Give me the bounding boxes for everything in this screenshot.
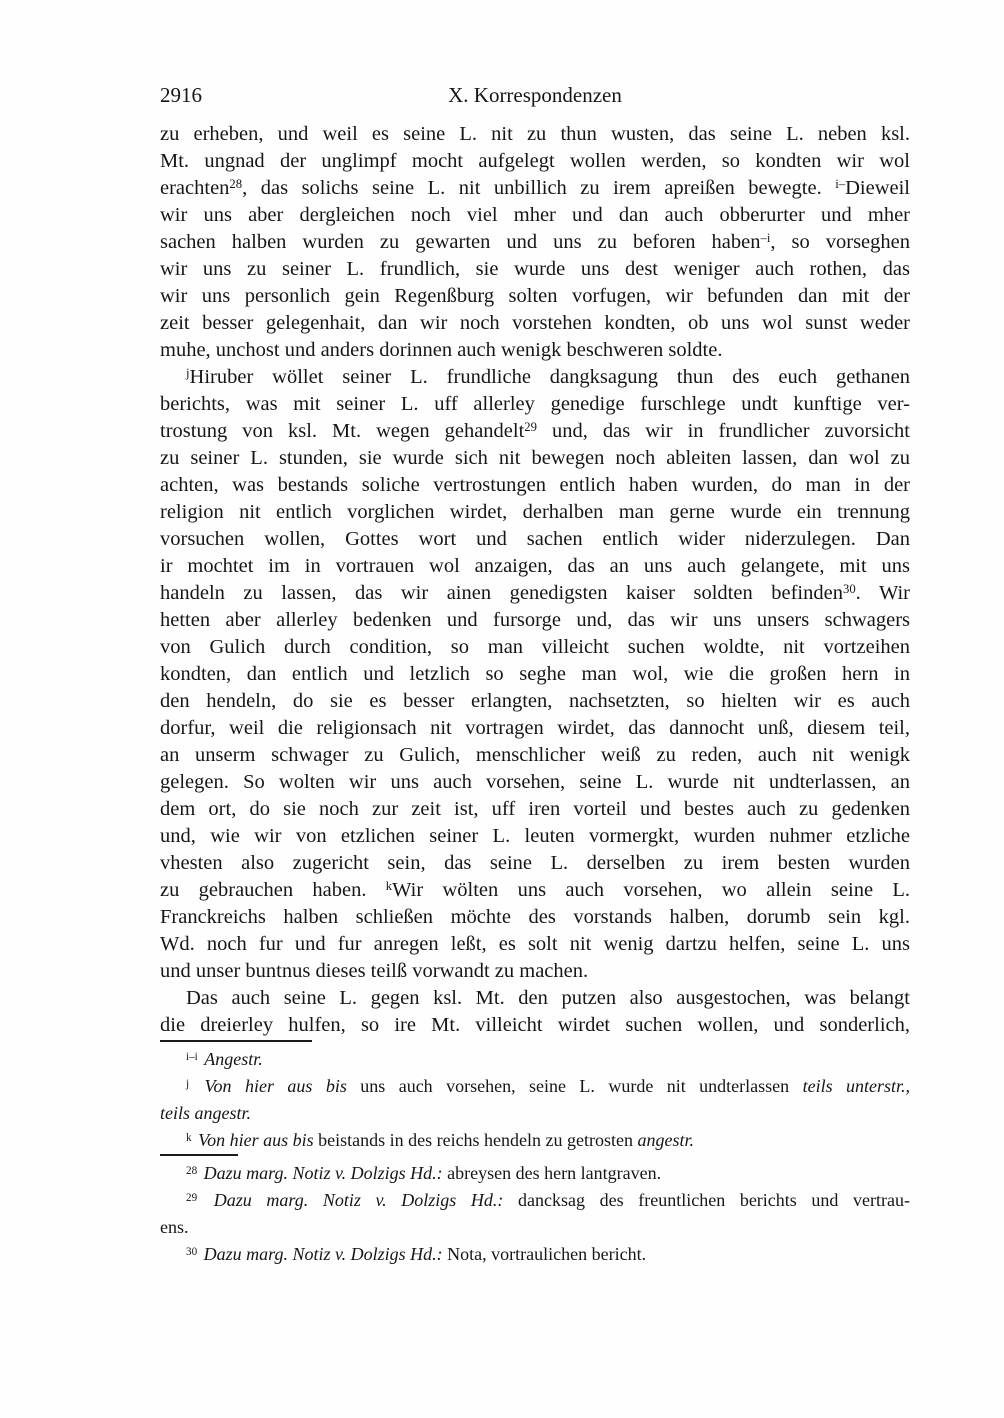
text-run: , so vorseghen <box>770 231 910 253</box>
text-line <box>160 553 910 580</box>
text-line <box>160 229 910 256</box>
text-run: dancksag des freuntlichen berichts und vertrau- <box>503 1190 910 1210</box>
text-run: erachten <box>160 177 230 199</box>
text-line <box>160 1214 910 1241</box>
text-line <box>160 688 910 715</box>
critical-apparatus-notes <box>160 1046 910 1154</box>
text-line <box>160 148 910 175</box>
footnote-separator-rule <box>160 1154 238 1156</box>
text-run: Dazu marg. Notiz v. Dolzigs Hd.: <box>203 1163 443 1183</box>
text-run: berichts, was mit seiner L. uff allerley genedige furschlege undt kunftige ver- <box>160 393 910 415</box>
footnote-marker: 29 <box>186 1191 198 1204</box>
footnote-marker: i–i <box>186 1050 198 1063</box>
page-header <box>160 82 910 109</box>
text-run: Franckreichs halben schließen möchte des vorstands halben, dorumb sein kgl. <box>160 906 910 928</box>
text-run: muhe, unchost und anders dorinnen auch wenigk beschweren soldte. <box>160 339 723 361</box>
text-run: Wir wölten uns auch vorsehen, wo allein seine L. <box>392 879 910 901</box>
text-line <box>160 850 910 877</box>
text-line <box>160 1160 910 1187</box>
text-line <box>160 580 910 607</box>
text-run: und, das wir in frundlicher zuvorsicht <box>537 420 911 442</box>
text-run: ens. <box>160 1217 189 1237</box>
text-line <box>160 472 910 499</box>
footnote-marker: k <box>385 879 393 894</box>
text-line <box>160 364 910 391</box>
text-run: Angestr. <box>204 1049 263 1069</box>
text-line <box>160 877 910 904</box>
text-line <box>160 823 910 850</box>
text-run: an unserm schwager zu Gulich, menschlicher weiß zu reden, auch nit wenigk <box>160 744 910 766</box>
text-line <box>160 1073 910 1100</box>
text-run: angestr. <box>637 1130 695 1150</box>
footnote-marker: 30 <box>186 1245 198 1258</box>
text-run: Wd. noch fur und fur anregen leßt, es solt nit wenig dartzu helfen, seine L. uns <box>160 933 910 955</box>
numbered-footnotes <box>160 1160 910 1268</box>
text-run: dem ort, do sie noch zur zeit ist, uff iren vorteil und bestes auch zu gedenken <box>160 798 910 820</box>
text-run: dorfur, weil die religionsach nit vortragen wirdet, das dannocht unß, diesem teil, <box>160 717 910 739</box>
text-run: achten, was bestands soliche vertrostungen entlich haben wurden, do man in der <box>160 474 910 496</box>
text-run: uns auch vorsehen, seine L. wurde nit undterlassen <box>346 1076 803 1096</box>
text-run: Nota, vortraulichen bericht. <box>442 1244 647 1264</box>
text-run: Von hier aus bis <box>204 1076 347 1096</box>
footnote-marker: j <box>186 1077 190 1090</box>
text-line <box>160 661 910 688</box>
text-line <box>160 418 910 445</box>
text-line <box>160 310 910 337</box>
text-run: kondten, dan entlich und letzlich so seghe man wol, wie die großen hern in <box>160 663 910 685</box>
text-run: von Gulich durch condition, so man villeicht suchen woldte, nit vortzeihen <box>160 636 910 658</box>
text-run: religion nit entlich vorglichen wirdet, derhalben man gerne wurde ein trennung <box>160 501 910 523</box>
page-number: 2916 <box>160 83 202 107</box>
text-run: ir mochtet im in vortrauen wol anzaigen, das an uns auch gelangete, mit uns <box>160 555 910 577</box>
text-line <box>160 1046 910 1073</box>
text-line <box>160 121 910 148</box>
text-run: teils angestr. <box>160 1103 252 1123</box>
text-run: gelegen. So wolten wir uns auch vorsehen, seine L. wurde nit undterlassen, an <box>160 771 910 793</box>
footnote-marker: 28 <box>186 1164 198 1177</box>
text-line <box>160 904 910 931</box>
footnote-marker: k <box>186 1131 192 1144</box>
text-line <box>160 445 910 472</box>
main-text <box>160 121 910 1039</box>
text-run: hetten aber allerley bedenken und fursorge und, das wir uns unsers schwagers <box>160 609 910 631</box>
text-line <box>160 1100 910 1127</box>
text-line <box>160 742 910 769</box>
text-run: Mt. ungnad der unglimpf mocht aufgelegt wollen werden, so kondten wir wol <box>160 150 910 172</box>
text-run: trostung von ksl. Mt. wegen gehandelt <box>160 420 525 442</box>
text-run: vhesten also zugericht sein, das seine L. derselben zu irem besten wurden <box>160 852 910 874</box>
footnote-marker: i– <box>835 177 846 192</box>
text-run: die dreierley hulfen, so ire Mt. villeicht wirdet suchen wollen, und sonderlich, <box>160 1014 910 1036</box>
text-run: wir uns zu seiner L. frundlich, sie wurde uns dest weniger auch rothen, das <box>160 258 910 280</box>
text-run: abreysen des hern lantgraven. <box>442 1163 662 1183</box>
text-run: zu seiner L. stunden, sie wurde sich nit bewegen noch ableiten lassen, dan wol zu <box>160 447 910 469</box>
text-line <box>160 175 910 202</box>
text-line <box>160 391 910 418</box>
text-line <box>160 1241 910 1268</box>
text-run: und, wie wir von etzlichen seiner L. leuten vormergkt, wurden nuhmer etzliche <box>160 825 910 847</box>
text-line <box>160 256 910 283</box>
text-line <box>160 202 910 229</box>
footnote-marker: 28 <box>229 177 243 192</box>
text-run <box>199 1190 214 1210</box>
running-title: X. Korrespondenzen <box>448 83 622 107</box>
paragraph <box>160 985 910 1039</box>
paragraph <box>160 364 910 985</box>
text-run: teils unterstr., <box>802 1076 911 1096</box>
text-run: zeit besser gelegenhait, dan wir noch vorstehen kondten, ob uns wol sunst weder <box>160 312 910 334</box>
text-run: , das solichs seine L. nit unbillich zu irem apreißen bewegte. <box>242 177 836 199</box>
footnote-marker: –i <box>760 231 771 246</box>
paragraph <box>160 1241 910 1268</box>
text-line <box>160 1127 910 1154</box>
text-run <box>191 1076 204 1096</box>
text-line <box>160 931 910 958</box>
text-run: wir uns personlich gein Regenßburg solten vorfugen, wir befunden dan mit der <box>160 285 910 307</box>
text-run: zu gebrauchen haben. <box>160 879 386 901</box>
footnote-marker: 30 <box>842 582 856 597</box>
text-run: Dazu marg. Notiz v. Dolzigs Hd.: <box>203 1244 443 1264</box>
text-line <box>160 634 910 661</box>
text-run: Das auch seine L. gegen ksl. Mt. den putzen also ausgestochen, was belangt <box>186 987 910 1009</box>
text-line <box>160 526 910 553</box>
paragraph <box>160 1073 910 1127</box>
text-run: handeln zu lassen, das wir ainen genedigsten kaiser soldten befinden <box>160 582 843 604</box>
text-line <box>160 1012 910 1039</box>
paragraph <box>160 1127 910 1154</box>
paragraph <box>160 1046 910 1073</box>
text-run: vorsuchen wollen, Gottes wort und sachen entlich wider niderzulegen. Dan <box>160 528 910 550</box>
text-line <box>160 283 910 310</box>
text-run: Hiruber wöllet seiner L. frundliche dangksagung thun des euch gethanen <box>189 366 910 388</box>
paragraph <box>160 1187 910 1241</box>
text-run: den hendeln, do sie es besser erlangten, nachsetzten, so hielten wir es auch <box>160 690 910 712</box>
text-line <box>160 499 910 526</box>
paragraph <box>160 1160 910 1187</box>
text-line <box>160 337 910 364</box>
text-run: und unser buntnus dieses teilß vorwandt zu machen. <box>160 960 589 982</box>
paragraph <box>160 121 910 364</box>
apparatus-separator-rule <box>160 1040 312 1042</box>
text-run: Dazu marg. Notiz v. Dolzigs Hd.: <box>213 1190 504 1210</box>
text-run: beistands in des reichs hendeln zu getrosten <box>313 1130 638 1150</box>
text-run: Von hier aus bis <box>198 1130 314 1150</box>
text-run: wir uns aber dergleichen noch viel mher und dan auch obberurter und mher <box>160 204 910 226</box>
text-line <box>160 958 910 985</box>
text-line <box>160 607 910 634</box>
text-run: Dieweil <box>845 177 910 199</box>
footnote-marker: 29 <box>524 420 537 435</box>
footnote-marker: j <box>186 366 190 381</box>
text-run: sachen halben wurden zu gewarten und uns zu beforen haben <box>160 231 761 253</box>
text-line <box>160 715 910 742</box>
text-line <box>160 796 910 823</box>
text-run: zu erheben, und weil es seine L. nit zu thun wusten, das seine L. neben ksl. <box>160 123 910 145</box>
text-line <box>160 769 910 796</box>
text-run: . Wir <box>855 582 910 604</box>
text-line <box>160 1187 910 1214</box>
text-line <box>160 985 910 1012</box>
